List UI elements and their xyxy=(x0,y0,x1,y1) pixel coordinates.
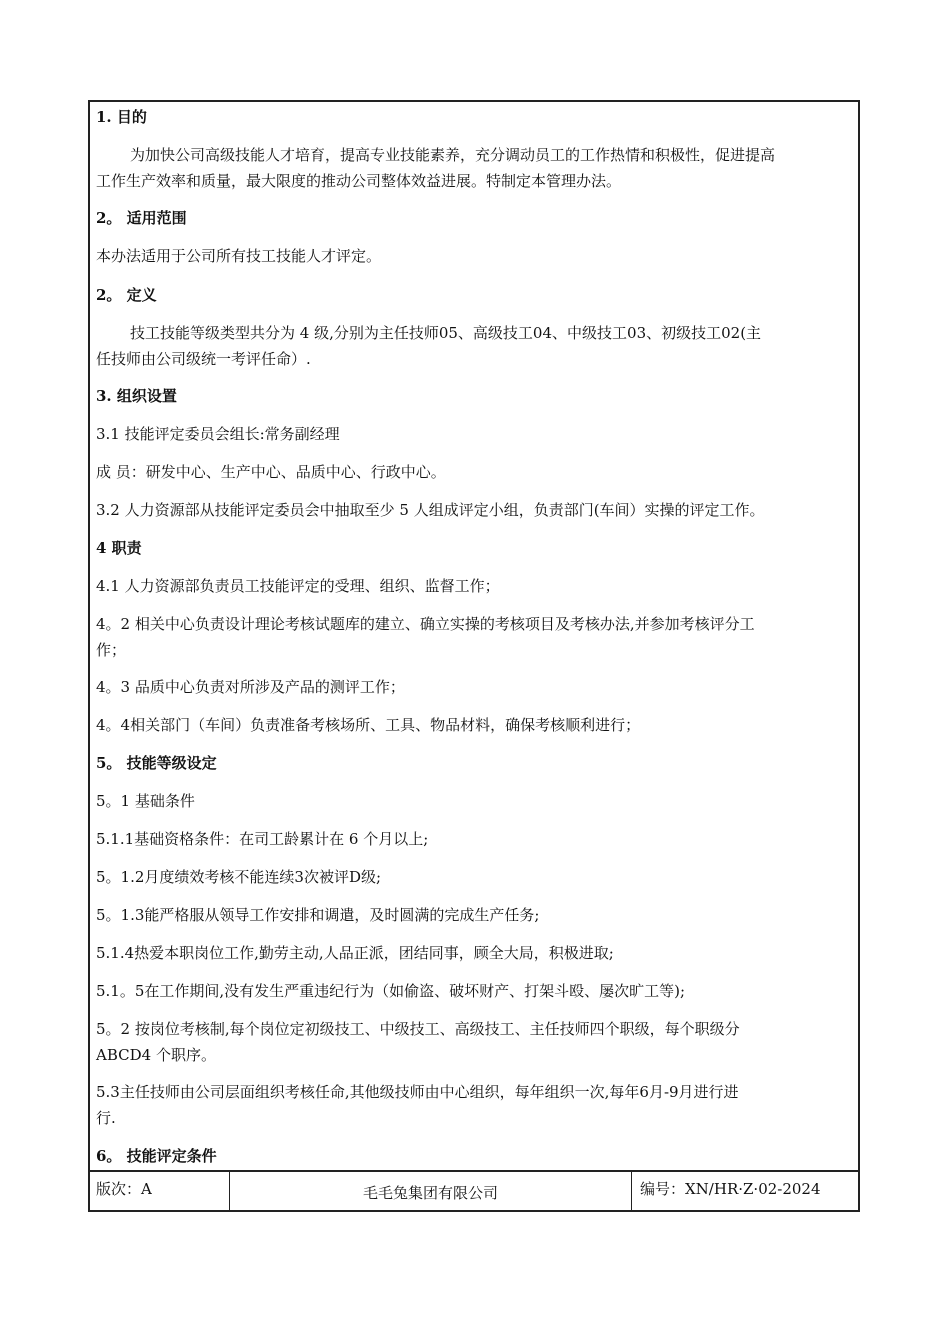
company-name: 毛毛兔集团有限公司 xyxy=(230,1172,632,1210)
paragraph: 技工技能等级类型共分为 4 级,分别为主任技师05、高级技工04、中级技工03、初级技工02(主 xyxy=(130,324,762,342)
heading-skill-levels: 5。 技能等级设定 xyxy=(96,754,217,772)
paragraph: 4。3 品质中心负责对所涉及产品的测评工作； xyxy=(96,678,405,696)
paragraph: 3.1 技能评定委员会组长:常务副经理 xyxy=(96,425,340,443)
heading-definition: 2。 定义 xyxy=(96,286,157,304)
paragraph: 行. xyxy=(96,1109,116,1127)
document-footer xyxy=(88,1170,860,1212)
paragraph: 本办法适用于公司所有技工技能人才评定。 xyxy=(96,247,382,265)
paragraph: 5。1.2月度绩效考核不能连续3次被评D级; xyxy=(96,868,382,886)
paragraph: 成 员：研发中心、生产中心、品质中心、行政中心。 xyxy=(96,463,446,481)
paragraph: 5.1.4热爱本职岗位工作,勤劳主动,人品正派，团结同事，顾全大局，积极进取; xyxy=(96,944,614,962)
paragraph: 5。1.3能严格服从领导工作安排和调遣，及时圆满的完成生产任务; xyxy=(96,906,540,924)
version-label: 版次：A xyxy=(90,1172,230,1210)
paragraph: 4.1 人力资源部负责员工技能评定的受理、组织、监督工作； xyxy=(96,577,500,595)
paragraph: 5.1。5在工作期间,没有发生严重违纪行为（如偷盗、破坏财产、打架斗殴、屡次旷工等); xyxy=(96,982,686,1000)
paragraph: ABCD4 个职序。 xyxy=(96,1046,216,1064)
heading-duties: 4 职责 xyxy=(96,539,142,557)
heading-scope: 2。 适用范围 xyxy=(96,209,187,227)
paragraph: 为加快公司高级技能人才培育，提高专业技能素养，充分调动员工的工作热情和积极性，促进提高 xyxy=(130,146,776,164)
paragraph: 4。2 相关中心负责设计理论考核试题库的建立、确立实操的考核项目及考核办法,并参加考核评分工 xyxy=(96,615,755,633)
document-number: 编号：XN/HR·Z·02-2024 xyxy=(640,1180,821,1198)
paragraph: 5。2 按岗位考核制,每个岗位定初级技工、中级技工、高级技工、主任技师四个职级，每个职级分 xyxy=(96,1020,740,1038)
heading-evaluation-conditions: 6。 技能评定条件 xyxy=(96,1147,217,1165)
paragraph: 5.3主任技师由公司层面组织考核任命,其他级技师由中心组织，每年组织一次,每年6月-9月进行进 xyxy=(96,1083,739,1101)
heading-purpose: 1. 目的 xyxy=(96,108,147,126)
paragraph: 5.1.1基础资格条件：在司工龄累计在 6 个月以上; xyxy=(96,830,429,848)
paragraph: 任技师由公司级统一考评任命）. xyxy=(96,350,311,368)
paragraph: 4。4相关部门（车间）负责准备考核场所、工具、物品材料，确保考核顺利进行； xyxy=(96,716,641,734)
paragraph: 工作生产效率和质量，最大限度的推动公司整体效益进展。特制定本管理办法。 xyxy=(96,172,622,190)
paragraph: 3.2 人力资源部从技能评定委员会中抽取至少 5 人组成评定小组，负责部门(车间）实操的评定工作。 xyxy=(96,501,765,519)
heading-organization: 3. 组织设置 xyxy=(96,387,177,405)
paragraph: 5。1 基础条件 xyxy=(96,792,195,810)
paragraph: 作； xyxy=(96,641,127,659)
